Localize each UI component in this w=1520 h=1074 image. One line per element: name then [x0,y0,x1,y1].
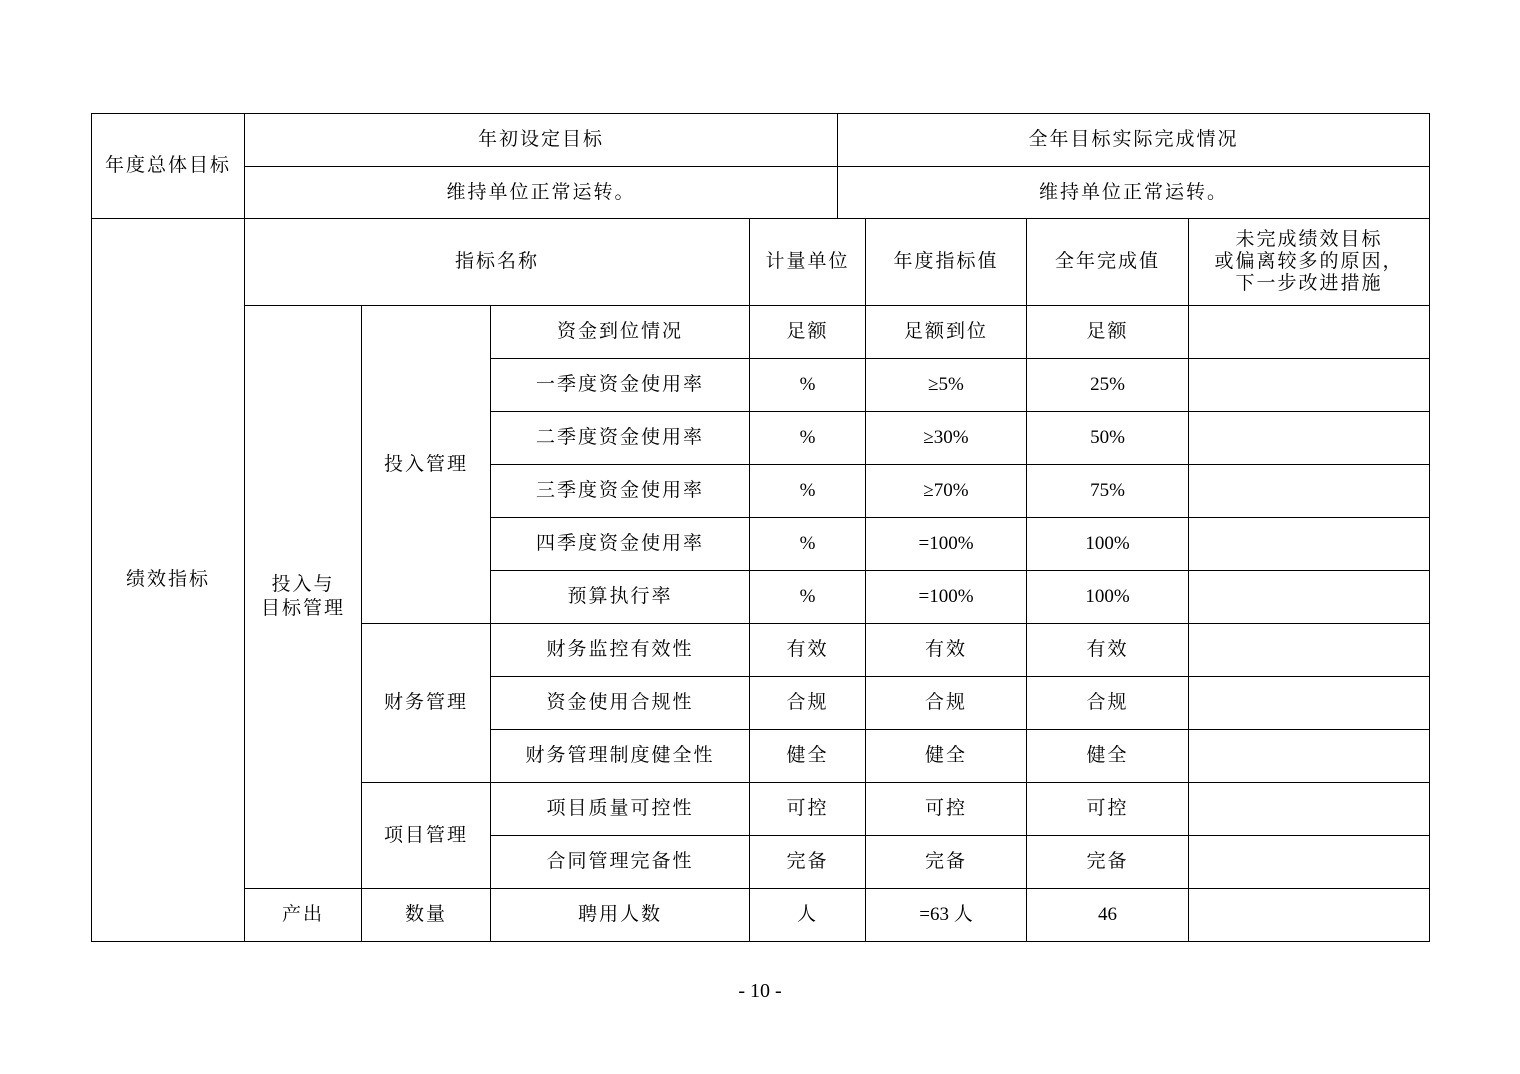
annual-value-header: 年度指标值 [866,219,1027,306]
completed-value-header: 全年完成值 [1027,219,1189,306]
indicator-name: 预算执行率 [491,571,750,624]
indicator-name: 一季度资金使用率 [491,359,750,412]
indicator-actual: 100% [1027,571,1189,624]
indicator-unit: 人 [750,889,866,942]
indicator-actual: 25% [1027,359,1189,412]
table-row [92,306,1430,359]
indicator-reason [1189,836,1430,889]
indicator-target: 可控 [866,783,1027,836]
input-target-line1: 投入与 [271,573,335,596]
set-target-header: 年初设定目标 [245,114,838,167]
indicator-unit: 合规 [750,677,866,730]
page-number: - 10 - [738,980,782,1002]
indicator-target: 合规 [866,677,1027,730]
indicator-target: =100% [866,518,1027,571]
indicator-target: 有效 [866,624,1027,677]
indicator-actual: 完备 [1027,836,1189,889]
input-target-mgmt-label [245,306,362,889]
reason-header-line2: 或偏离较多的原因， [1214,250,1404,273]
indicator-actual: 有效 [1027,624,1189,677]
indicator-name: 资金使用合规性 [491,677,750,730]
indicator-reason [1189,306,1430,359]
indicator-actual: 健全 [1027,730,1189,783]
indicator-unit: 可控 [750,783,866,836]
deviation-reason-header [1189,219,1430,306]
reason-header-line3: 下一步改进措施 [1235,271,1383,294]
indicator-name: 四季度资金使用率 [491,518,750,571]
reason-header-line1: 未完成绩效目标 [1235,228,1383,251]
indicator-name: 财务管理制度健全性 [491,730,750,783]
actual-completion-header: 全年目标实际完成情况 [838,114,1430,167]
indicator-actual: 50% [1027,412,1189,465]
finance-mgmt-label: 财务管理 [362,624,491,783]
indicator-unit: 有效 [750,624,866,677]
indicator-reason [1189,571,1430,624]
indicator-reason [1189,518,1430,571]
indicator-name: 财务监控有效性 [491,624,750,677]
indicator-reason [1189,624,1430,677]
indicator-actual: 可控 [1027,783,1189,836]
indicator-actual: 合规 [1027,677,1189,730]
indicator-actual: 足额 [1027,306,1189,359]
indicator-target: ≥70% [866,465,1027,518]
indicator-target: 健全 [866,730,1027,783]
indicator-target: 足额到位 [866,306,1027,359]
indicator-actual: 100% [1027,518,1189,571]
indicator-target: ≥30% [866,412,1027,465]
indicator-reason [1189,359,1430,412]
indicator-name: 合同管理完备性 [491,836,750,889]
indicator-reason [1189,730,1430,783]
annual-goal-label: 年度总体目标 [92,114,245,219]
indicator-unit: % [750,571,866,624]
table-row [92,889,1430,942]
set-target-text: 维持单位正常运转。 [245,167,838,219]
indicator-unit: % [750,359,866,412]
indicator-name: 项目质量可控性 [491,783,750,836]
indicator-reason [1189,465,1430,518]
output-label: 产出 [245,889,362,942]
indicator-name-header: 指标名称 [245,219,750,306]
indicator-unit: % [750,412,866,465]
input-target-line2: 目标管理 [260,597,345,619]
indicator-unit: % [750,518,866,571]
indicator-target: =63 人 [866,889,1027,942]
indicator-unit: 足额 [750,306,866,359]
indicator-reason [1189,677,1430,730]
indicator-name: 资金到位情况 [491,306,750,359]
actual-completion-text: 维持单位正常运转。 [838,167,1430,219]
project-mgmt-label: 项目管理 [362,783,491,889]
indicator-name: 二季度资金使用率 [491,412,750,465]
indicator-target: ≥5% [866,359,1027,412]
indicator-unit: 健全 [750,730,866,783]
performance-table [91,113,1430,942]
indicator-reason [1189,889,1430,942]
indicator-unit: 完备 [750,836,866,889]
performance-indicators-label: 绩效指标 [92,219,245,942]
indicator-target: 完备 [866,836,1027,889]
indicator-reason [1189,783,1430,836]
quantity-label: 数量 [362,889,491,942]
indicator-name: 聘用人数 [491,889,750,942]
indicator-unit: % [750,465,866,518]
unit-header: 计量单位 [750,219,866,306]
indicator-target: =100% [866,571,1027,624]
indicator-name: 三季度资金使用率 [491,465,750,518]
input-mgmt-label: 投入管理 [362,306,491,624]
indicator-reason [1189,412,1430,465]
indicator-actual: 75% [1027,465,1189,518]
indicator-actual: 46 [1027,889,1189,942]
